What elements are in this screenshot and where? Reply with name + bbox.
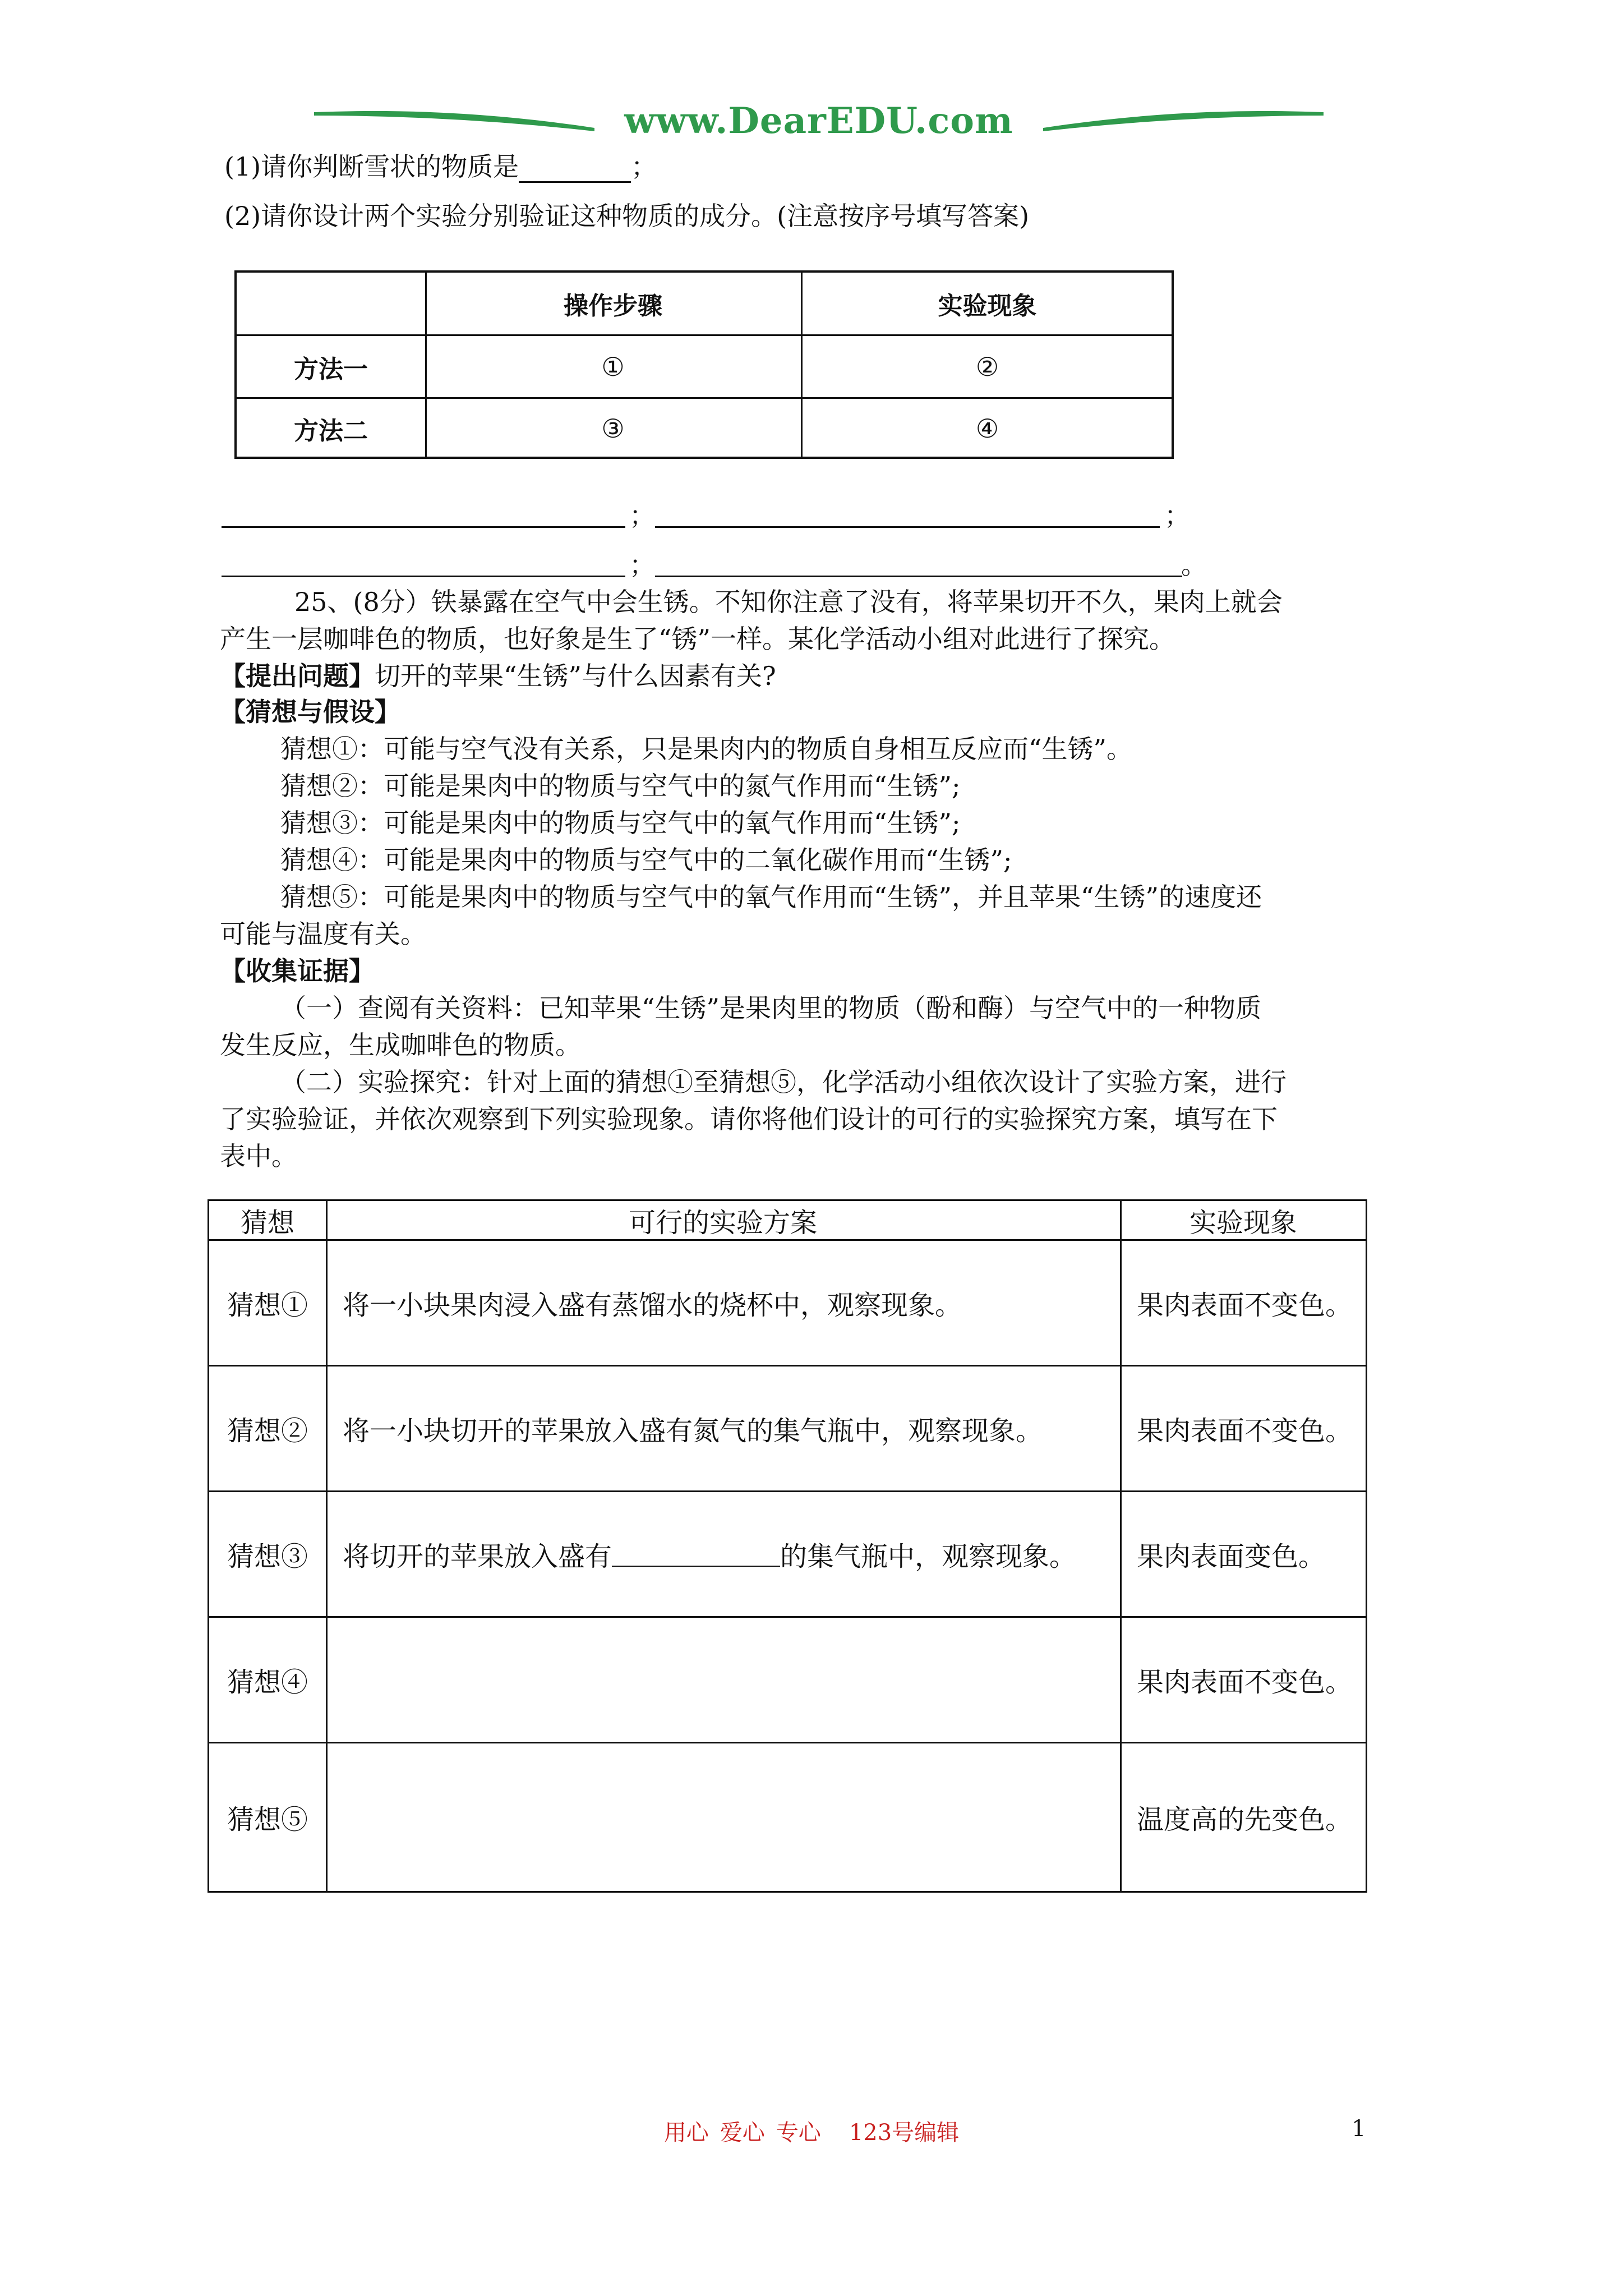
answer-line-2[interactable] (655, 526, 1160, 528)
answer-line-4[interactable] (655, 576, 1182, 577)
table1-row-label: 方法二 (294, 417, 368, 445)
table2-result-cell: 果肉表面不变色。 (1137, 1666, 1353, 1698)
evidence-1-line1: （一）查阅有关资料：已知苹果“生锈”是果肉里的物质（酚和酶）与空气中的一种物质 (280, 993, 1262, 1023)
page-footer (0, 2115, 1623, 2147)
table2-hypothesis-cell: 猜想④ (227, 1666, 308, 1698)
problem-section (220, 660, 776, 692)
plan-text-part2: 的集气瓶中，观察现象。 (780, 1540, 1077, 1572)
fill-in-blank[interactable] (612, 1541, 780, 1567)
evidence-1-line2: 发生反应，生成咖啡色的物质。 (220, 1030, 581, 1060)
evidence-2-line3: 表中。 (220, 1141, 297, 1171)
table1-cell[interactable]: ① (601, 352, 625, 382)
evidence-label: 【收集证据】 (220, 956, 375, 986)
table2-header-plan: 可行的实验方案 (628, 1207, 817, 1239)
answer-separator: ； (629, 550, 655, 580)
table1-cell[interactable]: ② (975, 352, 999, 382)
plan-text-part1: 将切开的苹果放入盛有 (343, 1540, 612, 1572)
question-1 (224, 150, 657, 183)
hypothesis-5-cont: 可能与温度有关。 (220, 919, 426, 949)
site-logo[interactable]: www.DearEDU.com (624, 100, 1013, 142)
q25-intro-line1: 25、(8分）铁暴露在空气中会生锈。不知你注意了没有，将苹果切开不久，果肉上就会 (294, 587, 1283, 617)
table1-header-phenomenon: 实验现象 (938, 292, 1037, 320)
hypothesis-1: 猜想①：可能与空气没有关系，只是果肉内的物质自身相互反应而“生锈”。 (280, 734, 1133, 764)
footer-part: 爱心 (720, 2120, 765, 2146)
question-1-text: (1)请你判断雪状的物质是 (224, 151, 519, 182)
table2-hypothesis-cell: 猜想② (227, 1415, 308, 1447)
footer-part: 用心 (663, 2120, 709, 2146)
answer-separator: ； (1164, 500, 1190, 531)
table2-result-cell: 温度高的先变色。 (1137, 1803, 1353, 1835)
table2-plan-cell-empty[interactable] (326, 1743, 1120, 1891)
table2-hypothesis-cell: 猜想③ (227, 1540, 308, 1572)
hypothesis-label: 【猜想与假设】 (220, 697, 400, 727)
table2-result-cell: 果肉表面不变色。 (1137, 1289, 1353, 1321)
evidence-2-line2: 了实验验证，并依次观察到下列实验现象。请你将他们设计的可行的实验探究方案，填写在下 (220, 1104, 1278, 1134)
table2-plan-cell (326, 1492, 1120, 1616)
experiment-table (208, 1199, 1367, 1893)
table2-header-hypothesis: 猜想 (240, 1207, 294, 1239)
hypothesis-3: 猜想③：可能是果肉中的物质与空气中的氧气作用而“生锈”; (280, 808, 961, 838)
table2-plan-cell: 将一小块果肉浸入盛有蒸馏水的烧杯中，观察现象。 (343, 1289, 962, 1321)
footer-part: 专心 (776, 2120, 821, 2146)
answer-blank[interactable] (519, 153, 631, 183)
page-number: 1 (1352, 2116, 1366, 2142)
question-1-end: ； (631, 151, 657, 182)
question-2: (2)请你设计两个实验分别验证这种物质的成分。(注意按序号填写答案) (224, 201, 1030, 231)
answer-separator: ； (629, 500, 655, 531)
footer-part: 123号编辑 (849, 2120, 960, 2146)
table2-plan-cell: 将一小块切开的苹果放入盛有氮气的集气瓶中，观察现象。 (343, 1415, 1043, 1447)
table2-hypothesis-cell: 猜想① (227, 1289, 308, 1321)
table2-result-cell: 果肉表面不变色。 (1137, 1415, 1353, 1447)
answer-line-1[interactable] (222, 526, 625, 528)
answer-end: 。 (1181, 550, 1207, 580)
answer-line-3[interactable] (222, 576, 625, 577)
hypothesis-5: 猜想⑤：可能是果肉中的物质与空气中的氧气作用而“生锈”，并且苹果“生锈”的速度还 (280, 882, 1262, 912)
table2-plan-cell-empty[interactable] (326, 1617, 1120, 1742)
methods-table (234, 270, 1174, 459)
table1-cell[interactable]: ③ (601, 413, 625, 444)
table1-header-steps: 操作步骤 (564, 292, 662, 320)
problem-label: 【提出问题】 (220, 661, 375, 691)
q25-intro-line2: 产生一层咖啡色的物质，也好象是生了“锈”一样。某化学活动小组对此进行了探究。 (220, 624, 1175, 654)
table2-result-cell: 果肉表面变色。 (1137, 1540, 1326, 1572)
table2-hypothesis-cell: 猜想⑤ (227, 1803, 308, 1835)
problem-text: 切开的苹果“生锈”与什么因素有关? (375, 661, 776, 691)
hypothesis-2: 猜想②：可能是果肉中的物质与空气中的氮气作用而“生锈”; (280, 771, 961, 801)
evidence-2-line1: （二）实验探究：针对上面的猜想①至猜想⑤，化学活动小组依次设计了实验方案，进行 (280, 1067, 1287, 1097)
table2-header-result: 实验现象 (1189, 1207, 1297, 1239)
table1-cell[interactable]: ④ (975, 413, 999, 444)
hypothesis-4: 猜想④：可能是果肉中的物质与空气中的二氧化碳作用而“生锈”; (280, 845, 1012, 875)
header-banner (314, 95, 1324, 151)
table1-row-label: 方法一 (294, 355, 368, 384)
